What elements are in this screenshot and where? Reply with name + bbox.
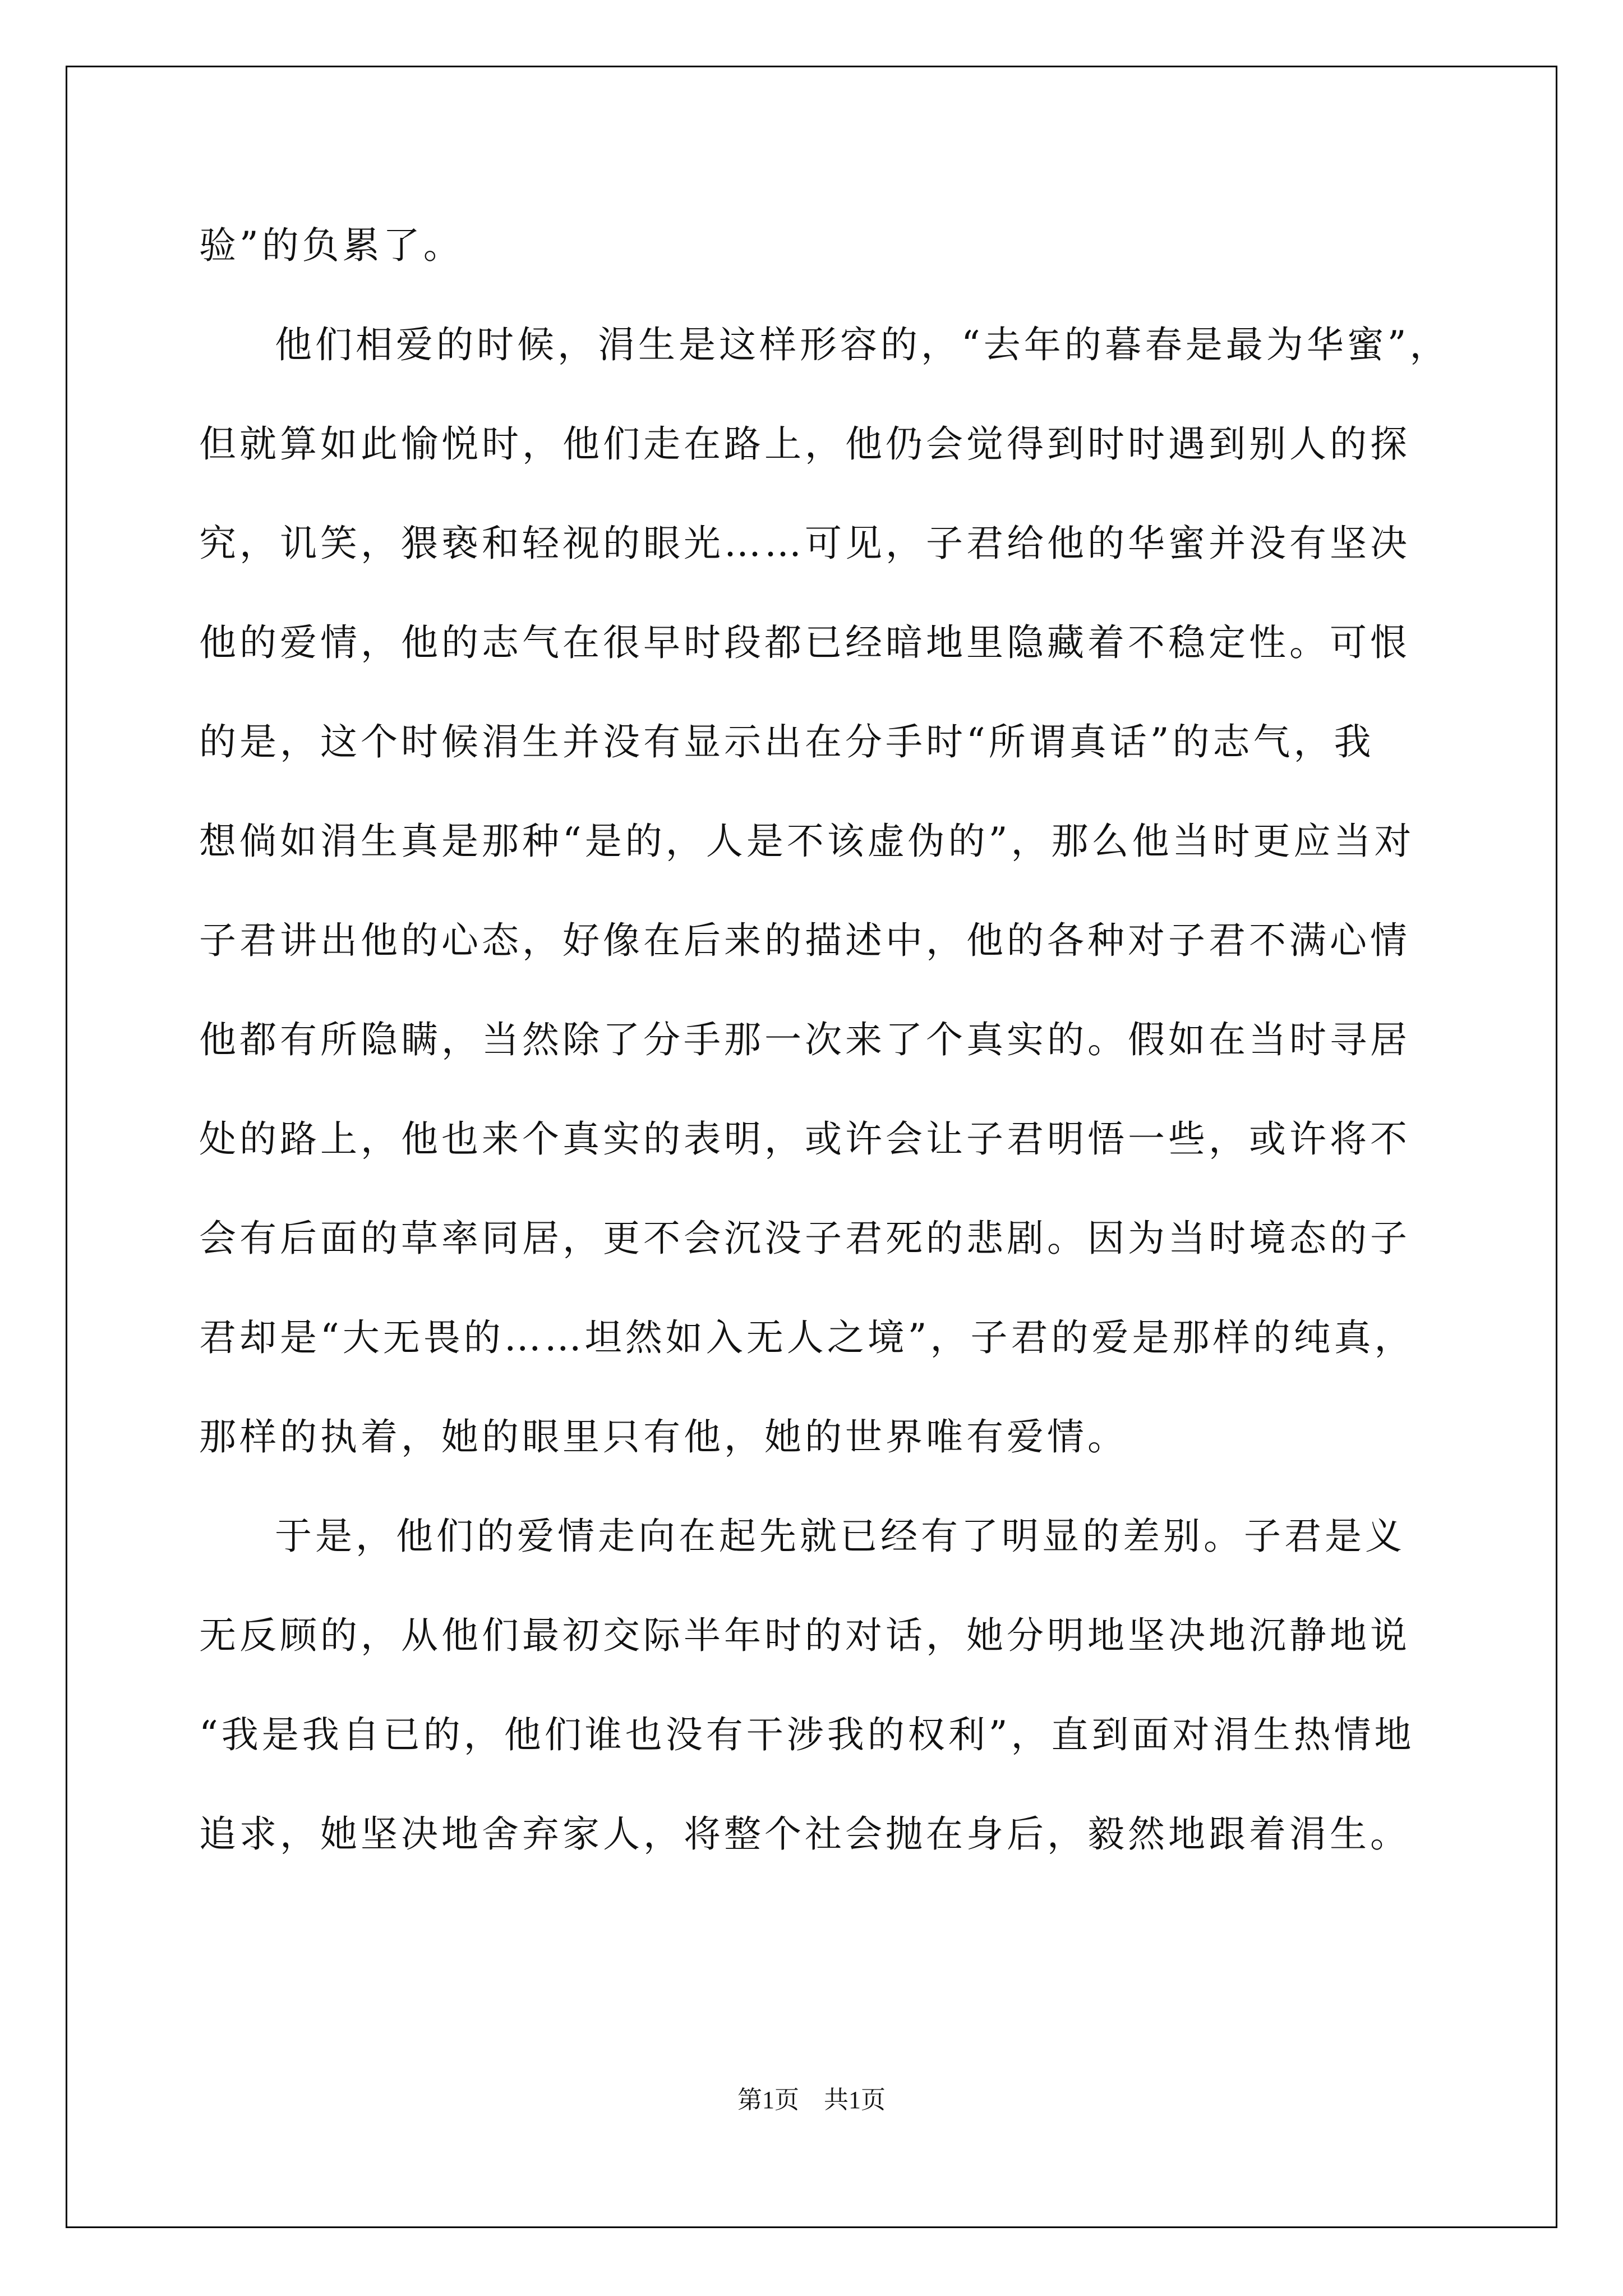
body-line: 追求，她坚决地舍弃家人，将整个社会抛在身后，毅然地跟着涓生。 xyxy=(199,1812,1410,1856)
body-line: 那样的执着，她的眼里只有他，她的世界唯有爱情。 xyxy=(199,1415,1128,1458)
body-line: 他的爱情，他的志气在很早时段都已经暗地里隐藏着不稳定性。可恨 xyxy=(199,621,1410,664)
paragraph-first-line: 他们相爱的时候，涓生是这样形容的，“去年的暮春是最为华蜜”， xyxy=(275,323,1450,366)
body-line: 的是，这个时候涓生并没有显示出在分手时“所谓真话”的志气，我 xyxy=(199,720,1375,763)
paragraph-first-line: 于是，他们的爱情走向在起先就已经有了明显的差别。子君是义 xyxy=(275,1515,1405,1558)
body-line: 究，讥笑，猥亵和轻视的眼光……可见，子君给他的华蜜并没有坚决 xyxy=(199,522,1410,565)
body-line: 君却是“大无畏的……坦然如入无人之境”，子君的爱是那样的纯真， xyxy=(199,1316,1415,1359)
body-line: “我是我自已的，他们谁也没有干涉我的权利”，直到面对涓生热情地 xyxy=(199,1713,1415,1756)
body-line: 子君讲出他的心态，好像在后来的描述中，他的各种对子君不满心情 xyxy=(199,919,1410,962)
body-line: 想倘如涓生真是那种“是的，人是不该虚伪的”，那么他当时更应当对 xyxy=(199,820,1415,863)
body-line: 他都有所隐瞒，当然除了分手那一次来了个真实的。假如在当时寻居 xyxy=(199,1018,1410,1061)
body-line: 但就算如此愉悦时，他们走在路上，他仍会觉得到时时遇到别人的探 xyxy=(199,422,1410,466)
body-line: 无反顾的，从他们最初交际半年时的对话，她分明地坚决地沉静地说 xyxy=(199,1614,1410,1657)
page-number: 第1页 共1页 xyxy=(737,2086,886,2114)
body-line: 会有后面的草率同居，更不会沉没子君死的悲剧。因为当时境态的子 xyxy=(199,1217,1410,1260)
body-line: 验”的负累了。 xyxy=(199,224,464,267)
body-line: 处的路上，他也来个真实的表明，或许会让子君明悟一些，或许将不 xyxy=(199,1117,1410,1161)
